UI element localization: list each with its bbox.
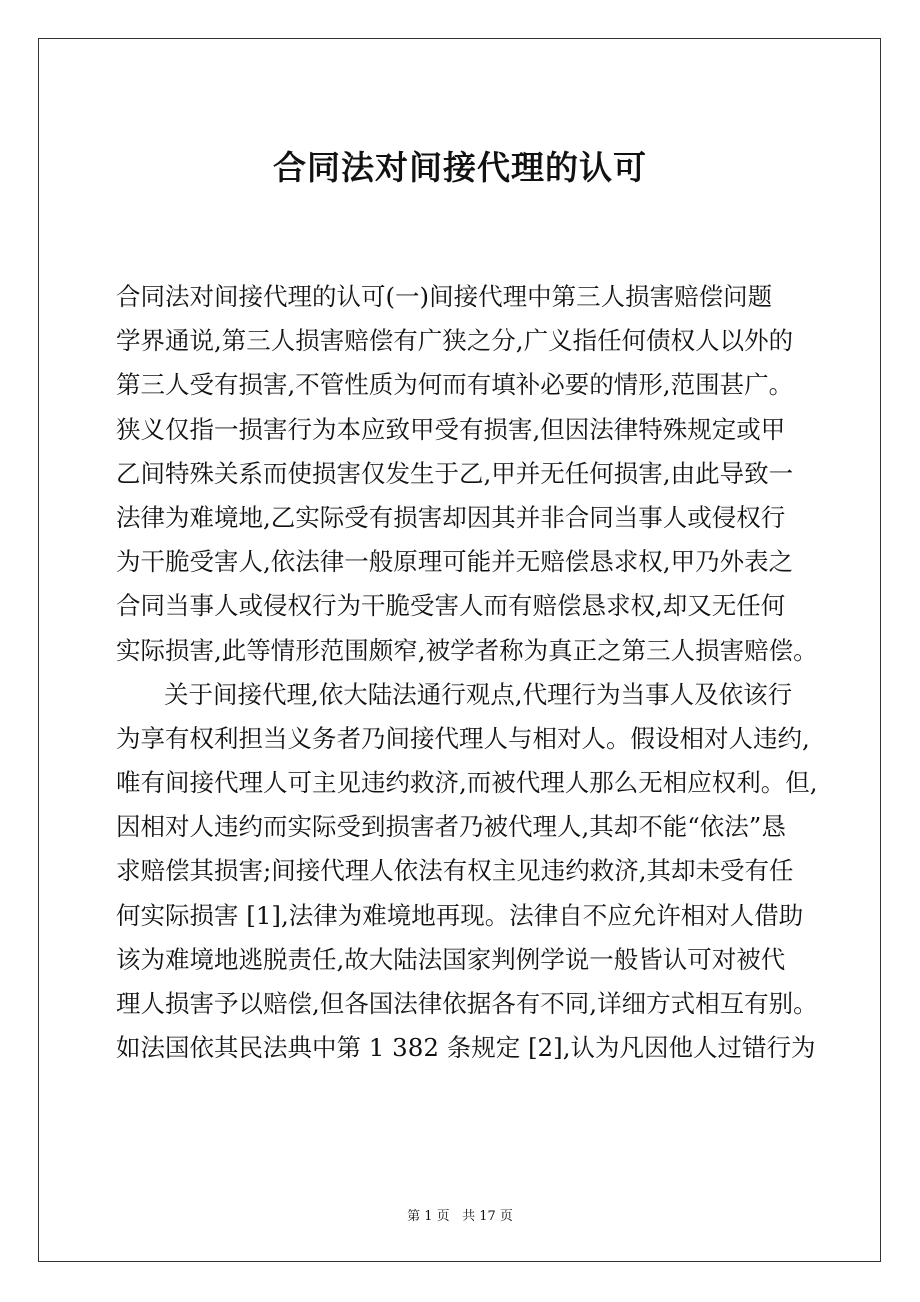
page-footer: [0, 1208, 920, 1226]
text-line: 合同法对间接代理的认可(一)间接代理中第三人损害赔偿问题: [116, 282, 773, 311]
text-line: 狭义仅指一损害行为本应致甲受有损害,但因法律特殊规定或甲: [116, 414, 786, 444]
text-line: 合同当事人或侵权行为干脆受害人而有赔偿恳求权,却又无任何: [116, 591, 786, 621]
text-line: 关于间接代理,依大陆法通行观点,代理行为当事人及依该行: [164, 679, 793, 709]
text-line: 法律为难境地,乙实际受有损害却因其并非合同当事人或侵权行: [116, 502, 786, 532]
text-line: 理人损害予以赔偿,但各国法律依据各有不同,详细方式相互有别。: [116, 989, 818, 1018]
text-line: 何实际损害 [1],法律为难境地再现。法律自不应允许相对人借助: [116, 900, 804, 930]
text-line: 第三人受有损害,不管性质为何而有填补必要的情形,范围甚广。: [116, 370, 794, 400]
page-total: 共 17 页: [462, 1209, 513, 1224]
text-line: 为干脆受害人,依法律一般原理可能并无赔偿恳求权,甲乃外表之: [116, 547, 794, 577]
text-line: 乙间特殊关系而使损害仅发生于乙,甲并无任何损害,由此导致一: [116, 458, 794, 488]
text-line: 实际损害,此等情形范围颇窄,被学者称为真正之第三人损害赔偿。: [116, 635, 818, 665]
text-line: 学界通说,第三人损害赔偿有广狭之分,广义指任何债权人以外的: [116, 326, 794, 356]
text-line: 为享有权利担当义务者乃间接代理人与相对人。假设相对人违约,: [116, 723, 810, 753]
text-line: 因相对人违约而实际受到损害者乃被代理人,其却不能“依法”恳: [116, 812, 786, 842]
text-line: 唯有间接代理人可主见违约救济,而被代理人那么无相应权利。但,: [116, 768, 818, 798]
text-line: 求赔偿其损害;间接代理人依法有权主见违约救济,其却未受有任: [116, 856, 794, 886]
text-line: 该为难境地逃脱责任,故大陆法国家判例学说一般皆认可对被代: [116, 944, 786, 974]
document-title: 合同法对间接代理的认可: [273, 148, 647, 187]
document-body: [116, 275, 816, 1070]
page-number: 第 1 页: [407, 1209, 450, 1224]
text-line: 如法国依其民法典中第 1 382 条规定 [2],认为凡因他人过错行为: [116, 1033, 816, 1063]
